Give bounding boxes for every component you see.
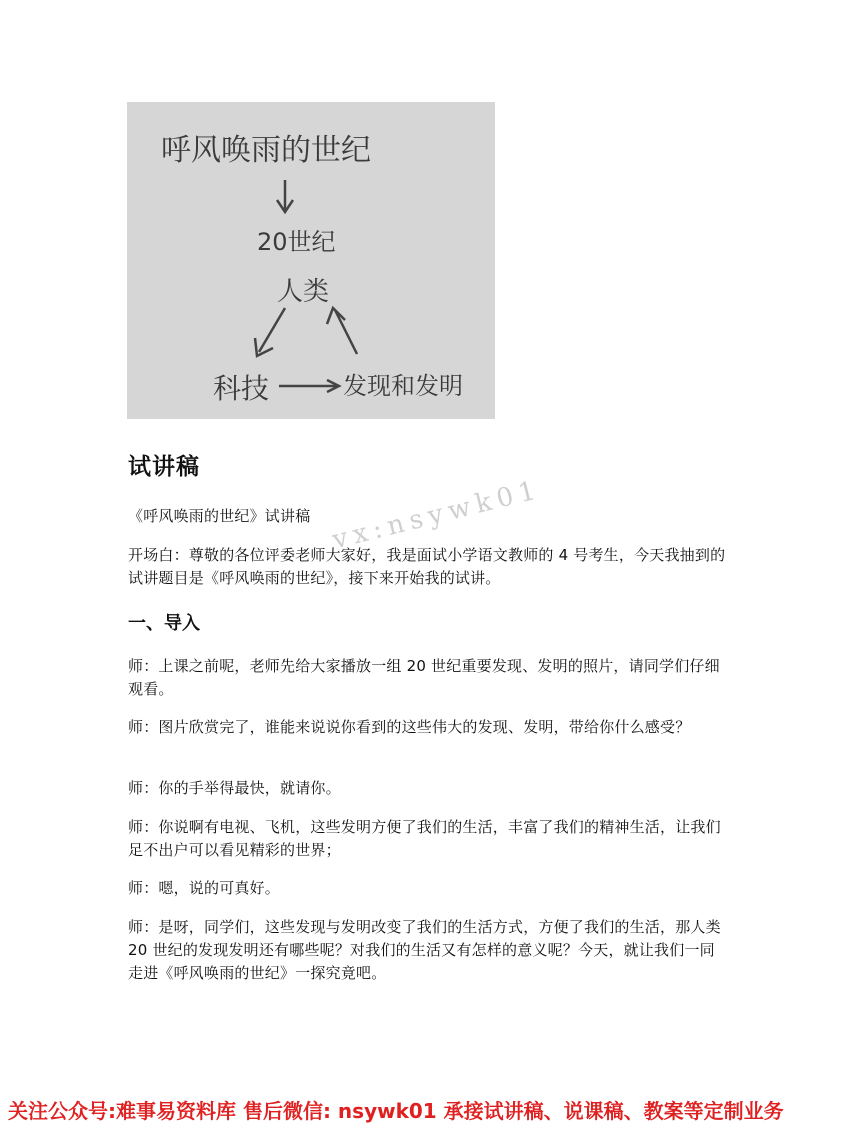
photo-node-human: 人类: [277, 277, 330, 307]
mindmap-drawing: [127, 102, 495, 419]
paragraph: 师：你的手举得最快，就请你。: [128, 779, 341, 797]
arrow-to-tech-icon: [255, 308, 285, 356]
right-arrow-icon: [279, 380, 339, 392]
paragraph: 师：你说啊有电视、飞机，这些发明方便了我们的生活，丰富了我们的精神生活，让我们足不出户可以看见精彩的世界；: [128, 818, 721, 859]
footer-banner: 关注公众号:难事易资料库 售后微信: nsywk01 承接试讲稿、说课稿、教案等定制业务: [8, 1099, 784, 1123]
paragraph: 师：嗯，说的可真好。: [128, 879, 281, 897]
down-arrow-icon: [277, 180, 293, 212]
watermark: vx:nsywk01: [329, 474, 545, 556]
section-heading-intro: 一、导入: [128, 613, 200, 634]
paragraph: 师：上课之前呢，老师先给大家播放一组 20 世纪重要发现、发明的照片，请同学们仔细观看。: [128, 657, 720, 698]
paragraph: 师：是呀，同学们，这些发现与发明改变了我们的生活方式，方便了我们的生活，那人类 20 世纪的发现发明还有哪些呢？对我们的生活又有怎样的意义呢？今天，就让我们一同走进《呼风唤雨的世纪》一探究竟吧。: [128, 918, 721, 982]
photo-node-tech: 科技: [213, 372, 270, 405]
photo-century-text: 20世纪: [257, 228, 336, 256]
paragraph: 师：图片欣赏完了，谁能来说说你看到的这些伟大的发现、发明，带给你什么感受？: [128, 718, 691, 736]
arrow-to-human-icon: [327, 308, 357, 354]
page-heading: 试讲稿: [128, 454, 200, 480]
photo-node-discovery: 发现和发明: [343, 372, 463, 400]
photo-title-text: 呼风唤雨的世纪: [161, 133, 371, 168]
handwritten-mindmap-photo: [127, 102, 495, 419]
subtitle: 《呼风唤雨的世纪》试讲稿: [128, 507, 311, 525]
opening-paragraph: 开场白：尊敬的各位评委老师大家好，我是面试小学语文教师的 4 号考生，今天我抽到的试讲题目是《呼风唤雨的世纪》，接下来开始我的试讲。: [128, 546, 726, 587]
